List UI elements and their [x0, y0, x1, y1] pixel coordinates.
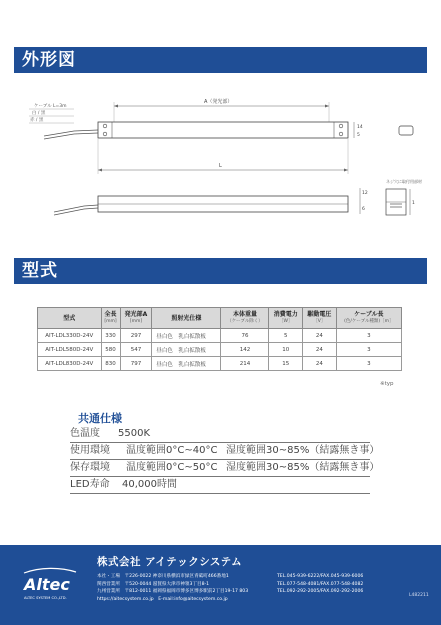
- cell-emit-length: 547: [120, 343, 152, 357]
- cell-power: 15: [269, 357, 303, 371]
- doc-code: L482211: [409, 593, 429, 598]
- cell-light-spec: 昼白色 乳白拡散板: [152, 343, 221, 357]
- wire-color-label: 白 / 黒: [32, 111, 46, 116]
- company-logo: [20, 563, 80, 603]
- cell-model: AIT-LDL580D-24V: [38, 343, 102, 357]
- spec-header-row: [38, 308, 402, 329]
- outline-drawing: [14, 84, 427, 244]
- tel-line: TEL.077-548-4081/FAX.077-548-4082: [277, 581, 364, 587]
- list-item: [70, 477, 370, 494]
- cell-weight: 76: [221, 329, 269, 343]
- table-row: [38, 343, 402, 357]
- spec-value-1: 温度範囲0°C~50°C: [126, 462, 218, 473]
- dim-6: 6: [362, 207, 365, 212]
- wire-red-label: 赤 / 黒: [30, 118, 44, 123]
- spec-label: LED寿命: [70, 479, 110, 490]
- cell-voltage: 24: [303, 343, 337, 357]
- tel-line: TEL.045-939-6222/FAX.045-939-6006: [277, 574, 364, 579]
- col-cable: ケーブル長 (色/ケーブル種類)［m］: [336, 308, 401, 329]
- col-power: 消費電力 ［W］: [269, 308, 303, 329]
- outline-section-title: 外形図: [22, 50, 76, 70]
- common-spec-list: [70, 426, 380, 494]
- side-note: ネジ穴に取付用部材: [386, 179, 422, 184]
- spec-value-2: 湿度範囲30~85%（結露無き事）: [226, 445, 380, 456]
- outline-section-header: [14, 47, 427, 73]
- cell-length: 330: [101, 329, 120, 343]
- typ-note: ※typ: [380, 381, 394, 387]
- dim-14: 14: [357, 125, 363, 130]
- dim-1: 1: [412, 201, 415, 206]
- footer: [0, 545, 441, 625]
- cell-power: 10: [269, 343, 303, 357]
- address-line: 関西営業所 〒520-0044 滋賀県大津市神領3丁目8-1: [97, 581, 210, 587]
- spec-label: 保存環境: [70, 462, 110, 473]
- col-voltage: 駆動電圧 ［V］: [303, 308, 337, 329]
- col-model: 型式: [38, 308, 102, 329]
- common-spec-title: 共通仕様: [78, 412, 122, 425]
- cell-weight: 214: [221, 357, 269, 371]
- spec-value-1: 5500K: [118, 428, 151, 439]
- dim-12: 12: [362, 191, 368, 196]
- cell-weight: 142: [221, 343, 269, 357]
- address-block: [97, 573, 248, 603]
- cell-emit-length: 797: [120, 357, 152, 371]
- table-row: [38, 357, 402, 371]
- light-bar-top-view: [98, 122, 348, 138]
- cell-power: 5: [269, 329, 303, 343]
- list-item: [70, 460, 380, 477]
- list-item: [70, 443, 380, 460]
- spec-label: 使用環境: [70, 445, 110, 456]
- cell-length: 580: [101, 343, 120, 357]
- col-length: 全長 [mm]: [101, 308, 120, 329]
- cell-light-spec: 昼白色 乳白拡散板: [152, 357, 221, 371]
- model-section-title: 型式: [22, 261, 58, 281]
- cell-voltage: 24: [303, 357, 337, 371]
- address-line: 本社・工場 〒226-0022 神奈川県横浜市緑区青砥町466番地1: [97, 574, 229, 579]
- spec-table: [37, 307, 402, 371]
- cell-cable: 3: [336, 343, 401, 357]
- col-weight: 本体重量 （ケーブル除く）: [221, 308, 269, 329]
- logo-text: Altec: [24, 575, 70, 594]
- cell-length: 830: [101, 357, 120, 371]
- cell-light-spec: 昼白色 乳白拡散板: [152, 329, 221, 343]
- spec-value-1: 40,000時間: [122, 479, 177, 490]
- list-item: [70, 426, 370, 443]
- logo-sub: ALTEC SYSTEM CO.,LTD.: [24, 596, 67, 600]
- spec-value-1: 温度範囲0°C~40°C: [126, 445, 218, 456]
- website-email[interactable]: https://aitecsystem.co.jp E-mail:info@aitecsystem.co.jp: [97, 596, 228, 602]
- cell-voltage: 24: [303, 329, 337, 343]
- model-section-header: [14, 258, 427, 284]
- dim-5: 5: [357, 133, 360, 138]
- col-light-spec: 照射光仕様: [152, 308, 221, 329]
- cell-cable: 3: [336, 357, 401, 371]
- cell-model: AIT-LDL330D-24V: [38, 329, 102, 343]
- spec-label: 色温度: [70, 428, 100, 439]
- cell-model: AIT-LDL830D-24V: [38, 357, 102, 371]
- cell-cable: 3: [336, 329, 401, 343]
- end-profile: [399, 126, 413, 135]
- col-emit-length: 発光部A [mm]: [120, 308, 152, 329]
- dim-l-label: L: [219, 163, 222, 169]
- cable-label: ケーブル L=3m: [34, 104, 67, 109]
- tel-block: [277, 573, 363, 596]
- dim-a-label: A（発光部）: [204, 99, 233, 105]
- company-name: 株式会社 アイテックシステム: [97, 556, 243, 568]
- spec-value-2: 湿度範囲30~85%（結露無き事）: [226, 462, 380, 473]
- table-row: [38, 329, 402, 343]
- address-line: 九州営業所 〒812-0011 福岡県福岡市博多区博多駅前2丁目19-17 803: [97, 589, 249, 595]
- tel-line: TEL.092-292-2005/FAX.092-292-2006: [277, 589, 364, 595]
- cell-emit-length: 297: [120, 329, 152, 343]
